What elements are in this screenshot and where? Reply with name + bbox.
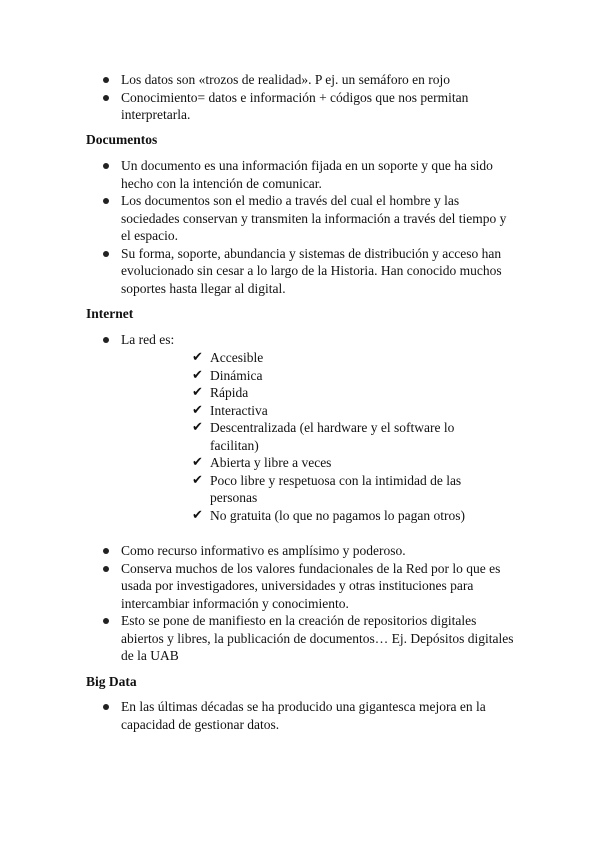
list-item-text: Esto se pone de manifiesto en la creación de repositorios digitales abiertos y libres, la publicación de documentos… Ej. Depósitos digitales de la UAB	[121, 613, 514, 663]
internet-check-list	[0, 349, 600, 524]
bullet-icon	[103, 704, 109, 710]
internet-list	[0, 542, 600, 665]
intro-list	[0, 71, 600, 124]
list-item	[0, 542, 600, 560]
list-item	[0, 245, 600, 298]
checkmark-icon: ✔	[192, 420, 203, 435]
bullet-icon	[103, 77, 109, 83]
list-item-text: Conocimiento= datos e información + códigos que nos permitan interpretarla.	[121, 89, 469, 122]
section-heading-bigdata: Big Data	[86, 674, 137, 689]
check-item	[0, 384, 600, 402]
list-item	[0, 560, 600, 613]
bullet-icon	[103, 251, 109, 257]
check-item	[0, 472, 600, 507]
list-item	[0, 698, 600, 733]
checkmark-icon: ✔	[192, 402, 203, 418]
list-item	[0, 71, 600, 89]
check-item	[0, 419, 600, 454]
list-item-text: Los documentos son el medio a través del cual el hombre y las sociedades conservan y transmiten la información a través del tiempo y el espacio.	[121, 193, 507, 243]
check-item	[0, 349, 600, 367]
bullet-icon	[103, 95, 109, 101]
bullet-icon	[103, 548, 109, 554]
list-item	[0, 89, 600, 124]
check-item-text: Poco libre y respetuosa con la intimidad de las personas	[210, 472, 462, 505]
documentos-list	[0, 157, 600, 297]
check-item-text: Dinámica	[210, 367, 263, 383]
check-item-text: Accesible	[210, 350, 264, 365]
list-item-text: Conserva muchos de los valores fundacionales de la Red por lo que es usada por investigadores, universidades y otras instituciones para intercambiar información y conocimiento.	[121, 560, 501, 611]
check-item	[0, 507, 600, 525]
section-heading-internet: Internet	[86, 306, 134, 321]
checkmark-icon: ✔	[192, 455, 203, 470]
check-item-text: Rápida	[210, 385, 249, 400]
check-item	[0, 454, 600, 472]
list-item-text: Los datos son «trozos de realidad». P ej. un semáforo en rojo	[121, 72, 451, 87]
check-item	[0, 402, 600, 420]
bullet-icon	[103, 566, 109, 572]
checkmark-icon: ✔	[192, 507, 203, 523]
list-item-text: En las últimas décadas se ha producido una gigantesca mejora en la capacidad de gestionar datos.	[121, 699, 486, 732]
check-item-text: Abierta y libre a veces	[210, 455, 332, 470]
bullet-icon	[103, 337, 109, 343]
check-item-text: Interactiva	[210, 402, 268, 418]
list-item-text: Un documento es una información fijada en un soporte y que ha sido hecho con la intención de comunicar.	[121, 158, 493, 191]
check-item	[0, 367, 600, 385]
checkmark-icon: ✔	[192, 350, 203, 365]
bigdata-list	[0, 698, 600, 733]
bullet-icon	[103, 163, 109, 169]
bullet-icon	[103, 198, 109, 204]
check-item-text: No gratuita (lo que no pagamos lo pagan otros)	[210, 507, 465, 523]
checkmark-icon: ✔	[192, 385, 203, 400]
checkmark-icon: ✔	[192, 472, 203, 488]
internet-intro-list	[0, 331, 600, 349]
list-item	[0, 157, 600, 192]
checkmark-icon: ✔	[192, 367, 203, 383]
list-item-text: La red es:	[121, 332, 175, 347]
bullet-icon	[103, 618, 109, 624]
list-item-text: Su forma, soporte, abundancia y sistemas de distribución y acceso han evolucionado sin cesar a lo largo de la Historia. Han conocido muchos soportes hasta llegar al digital.	[121, 245, 502, 296]
list-item	[0, 331, 600, 349]
section-heading-documentos: Documentos	[86, 132, 158, 147]
check-item-text: Descentralizada (el hardware y el software lo facilitan)	[210, 420, 455, 453]
list-item	[0, 192, 600, 245]
list-item-text: Como recurso informativo es amplísimo y poderoso.	[121, 543, 406, 558]
list-item	[0, 612, 600, 665]
